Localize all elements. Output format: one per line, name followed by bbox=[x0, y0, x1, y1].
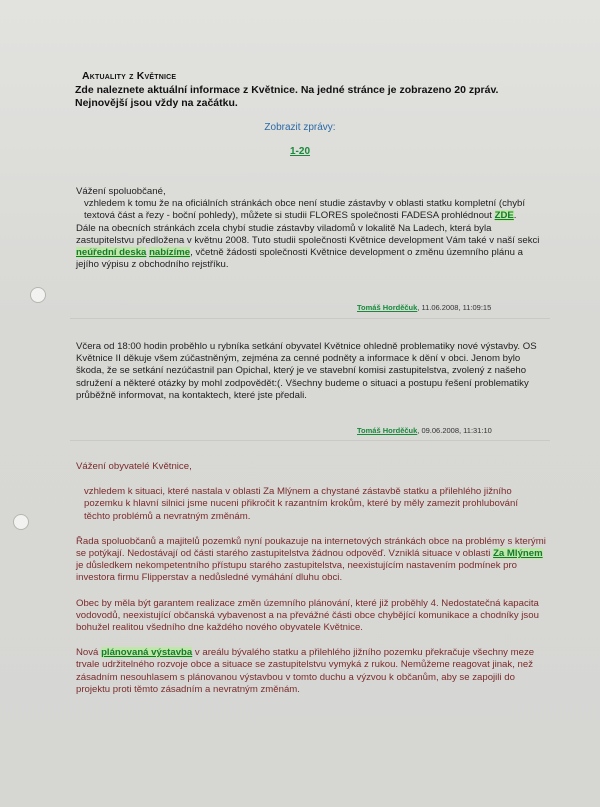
planovana-vystavba-link[interactable]: plánovaná výstavba bbox=[101, 647, 193, 659]
post-text: Nová bbox=[76, 647, 102, 659]
author-link[interactable]: Tomáš Horděčuk bbox=[357, 426, 418, 435]
punch-hole bbox=[30, 287, 46, 303]
divider bbox=[70, 318, 550, 319]
post-signature bbox=[357, 303, 491, 312]
author-link[interactable]: Tomáš Horděčuk bbox=[357, 303, 418, 312]
post-paragraph bbox=[76, 536, 546, 585]
pager-range-link[interactable]: 1-20 bbox=[289, 146, 310, 157]
post-paragraph: Obec by měla být garantem realizace změn územního plánování, které již proběhly 4. Nedostatečná kapacita vodovodů, neexistující občanská vybavenost a na převážné části obce chybějící komunikace a chodníky jsou bohužel realitou všedního dne každého nového obyvatele Květnice. bbox=[76, 597, 539, 634]
za-mlynem-link[interactable]: Za Mlýnem bbox=[493, 548, 543, 560]
post-paragraph bbox=[76, 223, 546, 272]
post-paragraph bbox=[76, 198, 546, 222]
post-paragraph: vzhledem k situaci, které nastala v oblasti Za Mlýnem a chystané zástavbě statku a přilehlého jižního pozemku k hlavní silnici jsme nuceni přikročit k razantním krokům, které by měly zamezit prohlubování těchto problémů a nevratným změnám. bbox=[84, 486, 519, 522]
zde-link[interactable]: ZDE bbox=[494, 210, 514, 222]
post-greeting: Vážení obyvatelé Květnice, bbox=[76, 461, 192, 472]
punch-hole bbox=[13, 514, 29, 530]
post-text: Řada spoluobčanů a majitelů pozemků nyní poukazuje na internetových stránkách obce na problémy s kterými se potýkají. Nedostávají od části starého zastupitelstva žádnou odpověď. Vzniklá situace v oblasti bbox=[76, 535, 546, 560]
pager-label: Zobrazit zprávy: bbox=[264, 122, 336, 133]
post-date: , 11.06.2008, 11:09:15 bbox=[417, 303, 492, 312]
post-text: v areálu bývalého statku a přilehlého jižního pozemku překračuje všechny meze trvale udržitelného rozvoje obce a situace se zastupitelstvu vymyká z rukou. Nemůžeme reagovat jinak, než zásadním nesouhlasem s plánovanou výstavbou v tomto duchu a výzvou k občanům, aby se zapojili do projektu proti těmto zásadním a nevratným změnám. bbox=[76, 647, 535, 695]
nabizime-link[interactable]: nabízíme bbox=[149, 247, 191, 259]
news-post bbox=[76, 341, 546, 402]
post-body: Včera od 18:00 hodin proběhlo u rybníka setkání obyvatel Květnice ohledně problematiky nové výstavby. OS Květnice II děkuje všem zúčastněným, zejména za cenné podněty a informace k dění v obci. Jenom bylo škoda, že se setkání nezúčastnil pan Opichal, který je ve stavební komisi zastupitelstva, zvolený z našeho sdružení a některé otázky by mohl zodpovědět:(. Všechny budeme o situaci a postupu řešení problematiky průběžně informovat, na kontaktech, které jste předali. bbox=[76, 341, 537, 401]
intro-text: Zde naleznete aktuální informace z Květnice. Na jedné stránce je zobrazeno 20 zpráv. Nejnovější jsou vždy na začátku. bbox=[75, 84, 499, 109]
post-text: je důsledkem nekompetentního přístupu starého zastupitelstva, neexistujícím nastavením podmínek pro investora firmu Flipperstav a nedůsledné vymáhání dluhu obci. bbox=[76, 560, 518, 584]
news-post bbox=[76, 461, 546, 709]
post-text: , včetně žádosti společnosti Květnice development o změnu územního plánu a jejího výpisu z obchodního rejstříku. bbox=[76, 247, 523, 271]
page-title: Aktuality z Květnice bbox=[82, 70, 177, 82]
post-signature bbox=[357, 426, 492, 435]
post-paragraph bbox=[76, 647, 546, 696]
news-post bbox=[76, 186, 546, 271]
neuredni-deska-link[interactable]: neúřední deska bbox=[76, 247, 147, 259]
post-text: vzhledem k tomu že na oficiálních stránkách obce není studie zástavby v oblasti statku kompletní (chybí textová část a řezy - boční pohledy), můžete si studii FLORES společnosti FADESA prohlédnout bbox=[84, 198, 526, 222]
post-text: . bbox=[513, 210, 517, 222]
divider bbox=[70, 440, 550, 441]
post-text: Dále na obecních stránkách zcela chybí studie zástavby viladomů v lokalitě Na Ladech, která byla zastupitelstvu předložena v květnu 2008. Tuto studii společnosti Květnice development Vám také v naší sekci bbox=[76, 222, 540, 246]
post-date: , 09.06.2008, 11:31:10 bbox=[417, 426, 492, 435]
post-greeting: Vážení spoluobčané, bbox=[76, 186, 166, 197]
